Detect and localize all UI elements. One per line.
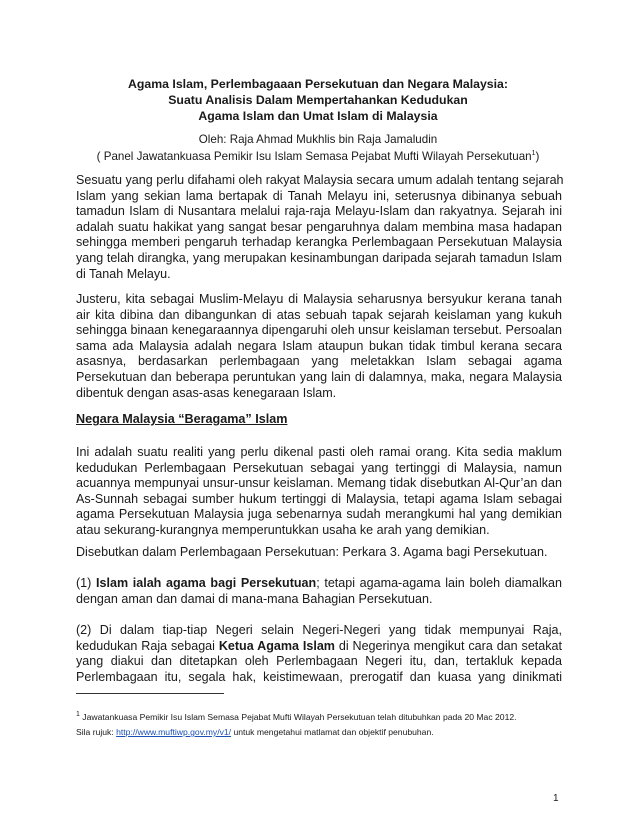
clause-2 bbox=[76, 623, 562, 685]
author-byline: Oleh: Raja Ahmad Mukhlis bin Raja Jamaludin bbox=[198, 133, 438, 146]
paragraph-line: sehingga memberi pengaruh terhadap kerangka Perlembagaan Persekutuan Malaysia bbox=[76, 235, 562, 250]
paragraph-line: dibentuk dengan asas-asas kenegaraan Islam. bbox=[76, 385, 337, 400]
paragraph-line: yang telah dirangka, yang merupakan kesinambungan daripada sejarah tamadun Islam bbox=[76, 250, 562, 265]
section-heading: Negara Malaysia “Beragama” Islam bbox=[76, 412, 288, 426]
affiliation-text: ( Panel Jawatankuasa Pemikir Isu Islam Semasa Pejabat Mufti Wilayah Persekutuan bbox=[96, 150, 532, 163]
paragraph-1 bbox=[76, 173, 562, 282]
footnote-divider bbox=[76, 693, 224, 694]
paragraph-line: di Tanah Melayu. bbox=[76, 266, 171, 281]
author-block bbox=[76, 131, 560, 165]
clause-1 bbox=[76, 576, 562, 607]
clause-2-line-2 bbox=[76, 639, 562, 655]
footnote-refer-text: Sila rujuk: bbox=[76, 727, 117, 737]
paper-title bbox=[76, 77, 560, 124]
paragraph-line: asasnya, berdasarkan perlembagaan yang meletakkan Islam sebagai agama bbox=[76, 354, 562, 369]
title-line-3: Agama Islam dan Umat Islam di Malaysia bbox=[198, 108, 438, 123]
footnote-marker: 1 bbox=[76, 711, 80, 719]
title-line-2: Suatu Analisis Dalam Mempertahankan Kedudukan bbox=[168, 92, 468, 107]
clause-2-before: kedudukan Raja sebagai bbox=[76, 638, 219, 653]
paragraph-line: kedudukan Perlembagaan Persekutuan sebagai yang tertinggi di Malaysia, namun bbox=[76, 460, 562, 475]
paragraph-line: Justeru, kita sebagai Muslim-Melayu di Malaysia seharusnya bersyukur kerana tanah bbox=[76, 292, 562, 306]
clause-2-line-3: yang diakui dan ditetapkan oleh Perlembagaan Negeri itu, dan, tertakluk kepada bbox=[76, 654, 562, 669]
title-line-1: Agama Islam, Perlembagaaan Persekutuan dan Negara Malaysia: bbox=[127, 77, 508, 91]
clause-2-bold-text: Ketua Agama Islam bbox=[218, 638, 335, 653]
paragraph-line: As-Sunnah sebagai sumber hukum tertinggi di Malaysia, tetapi agama Islam sebagai bbox=[76, 491, 562, 506]
footnote-line-1 bbox=[76, 711, 566, 723]
author-affiliation bbox=[76, 148, 560, 165]
paragraph-line: acuannya mempunyai unsur-unsur keislaman. Memang tidak disebutkan Al-Qur’an dan bbox=[76, 476, 562, 491]
clause-1-line-1 bbox=[76, 576, 562, 592]
paragraph-line: Ini adalah suatu realiti yang perlu dikenal pasti oleh ramai orang. Kita sedia maklum bbox=[76, 445, 562, 459]
clause-1-number: (1) bbox=[76, 576, 92, 590]
clause-1-rest: ; tetapi agama-agama lain boleh diamalkan bbox=[316, 576, 562, 590]
clause-2-line-4: Perlembagaan itu, segala hak, keistimewaan, prerogatif dan kuasa yang dinikmati bbox=[76, 669, 562, 684]
paragraph-3 bbox=[76, 445, 562, 539]
paragraph-line: Islam yang sekian lama bertapak di Tanah Melayu ini, seterusnya dibinanya sebuah bbox=[76, 188, 562, 203]
paragraph-line: Sesuatu yang perlu difahami oleh rakyat Malaysia secara umum adalah tentang sejarah bbox=[76, 173, 564, 187]
footnote-reference[interactable]: 1 bbox=[531, 150, 536, 158]
paragraph-line: sama ada Malaysia adalah negara Islam ataupun bukan tidak timbul kerana secara bbox=[76, 338, 562, 353]
footnote-link[interactable]: http://www.muftiwp.gov.my/v1/ bbox=[116, 727, 232, 737]
clause-2-after: di Negerinya mengikut cara dan setakat bbox=[334, 638, 562, 653]
clause-1-line-2: dengan aman dan damai di mana-mana Bahagian Persekutuan. bbox=[76, 591, 433, 606]
paragraph-line: air kita dibina dan dibangunkan di atas sebuah tapak sejarah keislaman yang kukuh bbox=[76, 307, 562, 322]
footnote-text: Jawatankuasa Pemikir Isu Islam Semasa Pejabat Mufti Wilayah Persekutuan telah ditubuhkan pada 20 Mac 2012. bbox=[82, 712, 517, 722]
clause-2-line-1: (2) Di dalam tiap-tiap Negeri selain Negeri-Negeri yang tidak mempunyai Raja, bbox=[76, 623, 562, 637]
paragraph-line: adalah suatu hakikat yang sangat besar pengaruhnya dalam membina masa hadapan bbox=[76, 219, 562, 234]
paragraph-2 bbox=[76, 292, 562, 401]
page-number: 1 bbox=[553, 793, 559, 804]
paragraph-line: Disebutkan dalam Perlembagaan Persekutuan: Perkara 3. Agama bagi Persekutuan. bbox=[76, 545, 548, 559]
paragraph-line: agama Persekutuan Malaysia juga sebenarnya sudah merangkumi hal yang demikian bbox=[76, 507, 562, 522]
footnote-line-2 bbox=[76, 726, 566, 738]
clause-1-bold-text: Islam ialah agama bagi Persekutuan bbox=[96, 576, 317, 590]
paragraph-line: sehingga binaan kenegaraannya dipengaruhi oleh unsur keislaman tersebut. Persoalan bbox=[76, 323, 562, 338]
paragraph-line: atau sekurang-kurangnya memperuntukkan usaha ke arah yang demikian. bbox=[76, 522, 490, 537]
paragraph-4 bbox=[76, 545, 562, 561]
paragraph-line: tamadun Islam di Nusantara melalui raja-raja Melayu-Islam dan rakyatnya. Sejarah ini bbox=[76, 204, 562, 219]
affiliation-close: ) bbox=[535, 150, 540, 163]
footnote-tail-text: untuk mengetahui matlamat dan objektif penubuhan. bbox=[231, 727, 434, 737]
paragraph-line: Persekutuan dan beberapa peruntukan yang lain di dalamnya, maka, negara Malaysia bbox=[76, 369, 562, 384]
